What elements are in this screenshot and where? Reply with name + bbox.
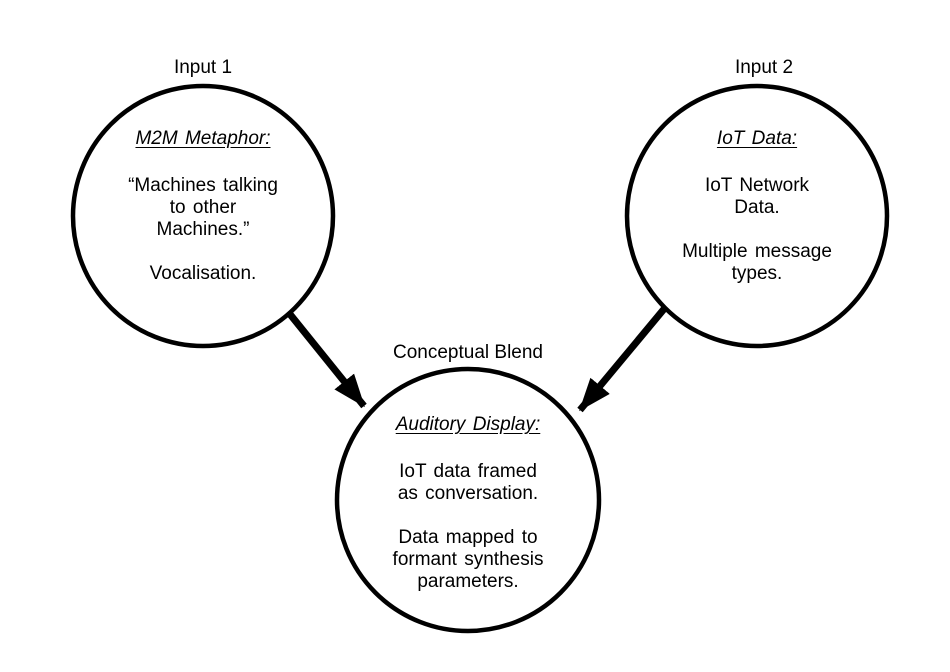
text-line: types.	[731, 263, 783, 284]
input1-paragraph-1	[93, 175, 313, 241]
input1-content	[93, 128, 313, 285]
text-line: Data.	[734, 197, 780, 218]
input1-label: Input 1	[173, 57, 233, 78]
text-line: as conversation.	[397, 483, 539, 504]
text-line: Machines.”	[156, 219, 250, 240]
text-line: “Machines talking	[128, 175, 278, 196]
input2-content	[647, 128, 867, 285]
input2-to-blend-arrow	[580, 309, 664, 410]
input1-heading: M2M Metaphor:	[135, 128, 271, 149]
text-line: IoT Network	[704, 175, 810, 196]
input1-paragraph-2	[93, 263, 313, 285]
text-line: parameters.	[417, 571, 519, 592]
text-line: to other	[169, 197, 237, 218]
input2-label: Input 2	[734, 57, 794, 78]
blend-heading: Auditory Display:	[395, 414, 541, 435]
text-line: Multiple message	[682, 241, 832, 262]
text-line: formant synthesis	[392, 549, 544, 570]
text-line: IoT data framed	[399, 461, 537, 482]
input2-paragraph-2	[647, 241, 867, 285]
text-line: Vocalisation.	[149, 263, 257, 284]
blend-label: Conceptual Blend	[393, 342, 543, 363]
blend-paragraph-1	[348, 461, 588, 505]
blend-content	[348, 414, 588, 593]
input2-heading: IoT Data:	[716, 128, 798, 149]
input1-to-blend-arrow	[289, 313, 364, 406]
blend-paragraph-2	[348, 527, 588, 593]
input2-paragraph-1	[647, 175, 867, 219]
text-line: Data mapped to	[398, 527, 538, 548]
